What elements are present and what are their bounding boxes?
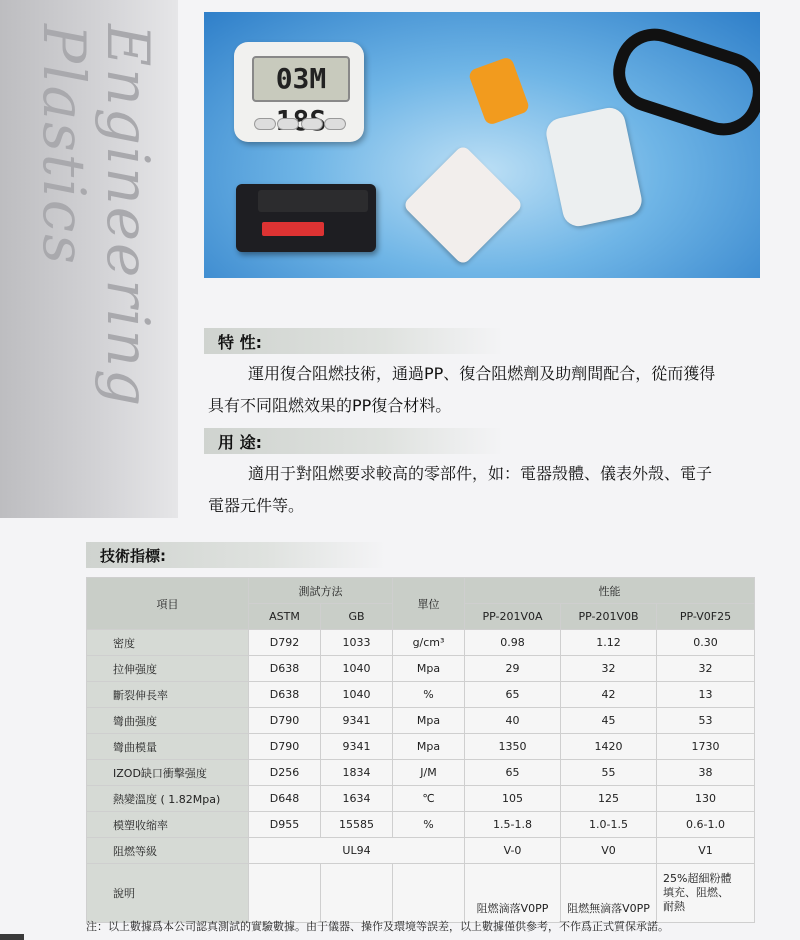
header-gb: GB bbox=[321, 604, 393, 630]
title-line-1: Engineering bbox=[94, 24, 162, 409]
orange-part-image bbox=[467, 56, 530, 126]
timer-product-image bbox=[234, 42, 364, 142]
timer-display: 03M bbox=[252, 56, 350, 102]
table-row: 斷裂伸長率 D638 1040 % 65 42 13 bbox=[87, 682, 755, 708]
header-test-method: 測試方法 bbox=[249, 578, 393, 604]
table-row: 彎曲强度 D790 9341 Mpa 40 45 53 bbox=[87, 708, 755, 734]
features-text bbox=[208, 358, 768, 422]
footnote: 注：以上數據爲本公司認真測試的實驗數據。由于儀器、操作及環境等誤差，以上數據僅供參考，不作爲正式質保承諾。 bbox=[86, 920, 669, 933]
header-astm: ASTM bbox=[249, 604, 321, 630]
header-item: 項目 bbox=[87, 578, 249, 630]
usage-line-2: 電器元件等。 bbox=[208, 496, 305, 515]
page-marker bbox=[0, 934, 24, 940]
table-row: 模塑收缩率 D955 15585 % 1.5-1.8 1.0-1.5 0.6-1.0 bbox=[87, 812, 755, 838]
header-performance: 性能 bbox=[465, 578, 755, 604]
white-shell-image bbox=[543, 105, 644, 229]
usage-line-1: 適用于對阻燃要求較高的零部件，如：電器殼體、儀表外殼、電子 bbox=[248, 464, 713, 483]
specs-heading: 技術指標: bbox=[86, 542, 386, 568]
features-heading: 特 性: bbox=[204, 328, 504, 354]
header-grade-3: PP-V0F25 bbox=[657, 604, 755, 630]
table-row: 彎曲模量 D790 9341 Mpa 1350 1420 1730 bbox=[87, 734, 755, 760]
features-line-2: 具有不同阻燃效果的PP復合材料。 bbox=[208, 396, 452, 415]
product-photo bbox=[204, 12, 760, 278]
usage-text bbox=[208, 458, 768, 522]
features-line-1: 運用復合阻燃技術，通過PP、復合阻燃劑及助劑間配合，從而獲得 bbox=[248, 364, 716, 383]
usage-heading: 用 途: bbox=[204, 428, 504, 454]
header-grade-1: PP-201V0A bbox=[465, 604, 561, 630]
vertical-title bbox=[30, 24, 160, 424]
header-grade-2: PP-201V0B bbox=[561, 604, 657, 630]
table-row: 密度 D792 1033 g/cm³ 0.98 1.12 0.30 bbox=[87, 630, 755, 656]
table-row: IZOD缺口衝擊强度 D256 1834 J/M 65 55 38 bbox=[87, 760, 755, 786]
radio-product-image bbox=[236, 184, 376, 252]
table-row: 拉伸强度 D638 1040 Mpa 29 32 32 bbox=[87, 656, 755, 682]
title-line-2: Plastics bbox=[30, 24, 98, 267]
white-star-part-image bbox=[402, 144, 524, 266]
sidebar-panel bbox=[0, 0, 178, 518]
table-row-flame-rating: 阻燃等級 UL94 V-0 V0 V1 bbox=[87, 838, 755, 864]
table-row-description: 說明 阻燃滴落V0PP 阻燃無滴落V0PP 25%超細粉體 填充、阻燃、 耐熱 bbox=[87, 864, 755, 923]
specs-table bbox=[86, 577, 755, 923]
table-row: 熱變溫度 ( 1.82Mpa) D648 1634 ℃ 105 125 130 bbox=[87, 786, 755, 812]
header-unit: 單位 bbox=[393, 578, 465, 630]
